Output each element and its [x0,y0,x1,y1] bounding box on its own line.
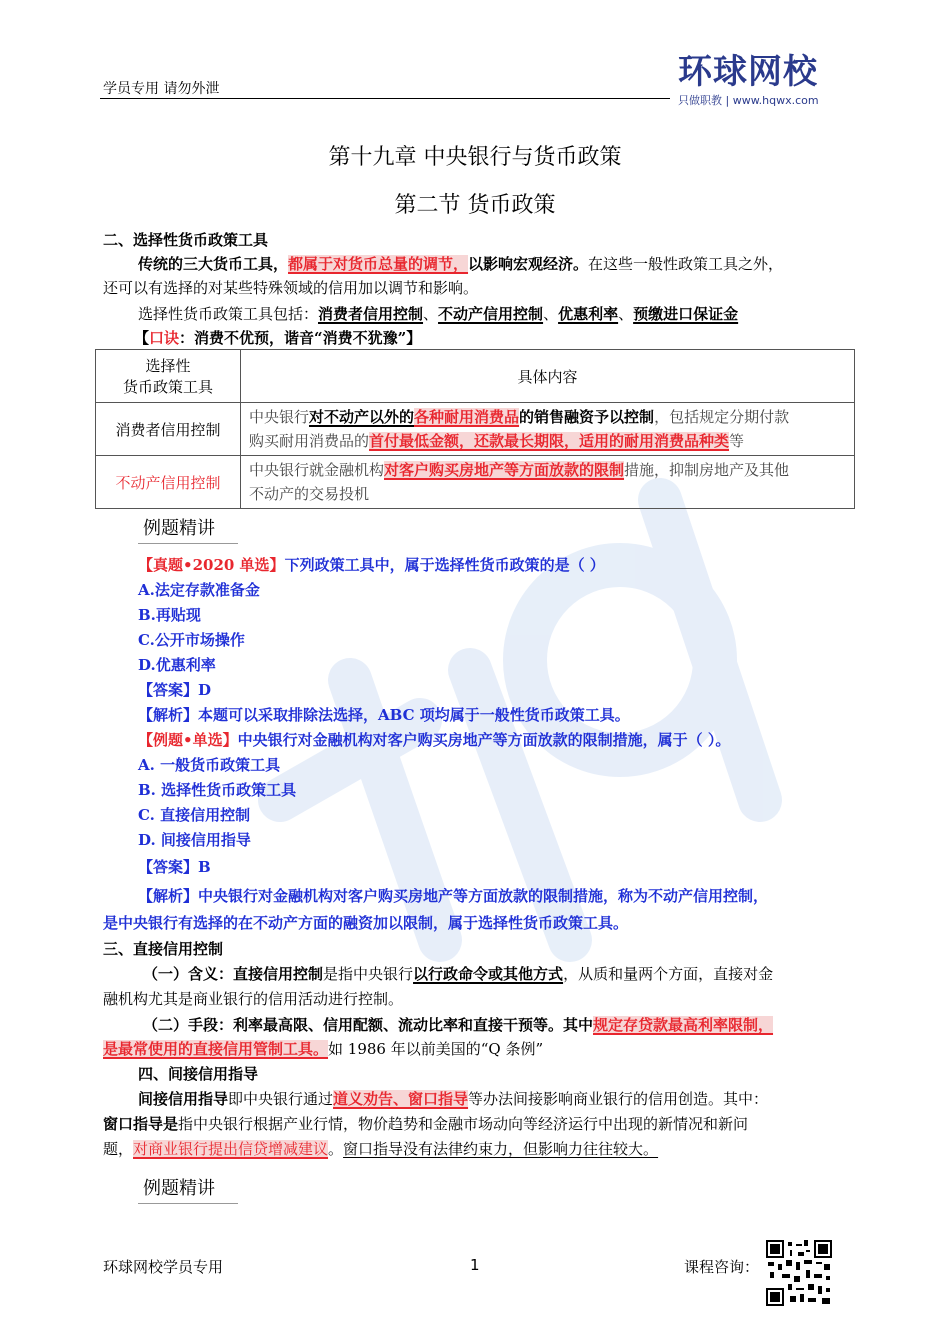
table-row [96,403,855,456]
tool-name-cell: 消费者信用控制 [96,403,241,456]
analysis: 【解析】中央银行对金融机构对客户购买房地产等方面放款的限制措施，称为不动产信用控制， [138,887,769,905]
highlight-span: 对商业银行提出信贷增减建议 [133,1140,329,1158]
mnemonic-tag: 口诀 [149,329,180,347]
option-a: A. 一般货币政策工具 [138,756,281,774]
highlight-span: 对客户购买房地产等方面放款的限制 [384,461,625,479]
tool-name: 不动产信用控制 [438,305,544,323]
text-span: 等办法间接影响商业银行的信用创造。其中： [468,1090,769,1108]
option-c: C.公开市场操作 [138,631,245,649]
option-d: D. 间接信用指导 [138,831,251,849]
option-b: B.再贴现 [138,606,201,624]
highlight-span: 道义劝告、窗口指导 [333,1090,469,1108]
question-text: 中央银行对金融机构对客户购买房地产等方面放款的限制措施，属于（ ）。 [237,731,731,749]
paragraph [103,1138,658,1160]
answer: 【答案】D [138,681,212,699]
header-divider [100,98,670,99]
text-span: 。 [328,1140,344,1158]
tool-name-cell: 不动产信用控制 [96,456,241,509]
question-text: 下列政策工具中，属于选择性货币政策的是（ ） [284,556,605,574]
text-span: 等 [729,432,745,450]
text-span: 传统的三大货币工具， [138,255,289,273]
text-span: 、 [543,305,559,323]
section-title: 第二节 货币政策 [394,193,556,218]
paragraph [103,1038,543,1060]
paragraph [103,1113,748,1135]
answer: 【答案】B [138,858,211,876]
tool-name: 消费者信用控制 [318,305,424,323]
table-header-cell: 具体内容 [241,350,855,403]
table-row [96,456,855,509]
tool-name: 预缴进口保证金 [633,305,739,323]
header-label: 学员专用 请勿外泄 [103,81,220,97]
text-span: 措施，抑制房地产及其他 [624,461,790,479]
paragraph [138,1088,768,1110]
example-heading-rule [138,1203,238,1204]
paragraph [138,303,738,325]
consult-label: 课程咨询： [684,1258,760,1276]
paragraph [143,1014,773,1036]
section-heading: 四、间接信用指导 [138,1065,259,1083]
option-d: D.优惠利率 [138,656,216,674]
question [138,729,730,751]
text-span: 中央银行 [249,408,310,426]
text-span: 题， [103,1140,134,1158]
example-heading: 例题精讲 [143,518,215,539]
emphasis-span: 的销售融资予以控制 [519,408,655,426]
highlight-span: 各种耐用消费品 [414,408,520,426]
text-span: ，从质和量两个方面，直接对金 [563,965,774,983]
question-tag: 【例题•单选】 [138,731,238,749]
paragraph [138,253,783,275]
text-span: 、 [618,305,634,323]
example-heading: 例题精讲 [143,1178,215,1199]
question [138,554,605,576]
text-span: 在这些一般性政策工具之外， [588,255,784,273]
text-span: 以影响宏观经济。 [468,255,589,273]
example-heading-rule [138,543,238,544]
emphasis-span: 直接信用控制 [233,965,324,983]
emphasis-span: 间接信用指导 [138,1090,229,1108]
text-span: 如 1986 年以前美国的“Q 条例” [328,1040,544,1058]
qr-code-icon [766,1240,832,1306]
text-span: 指中央银行根据产业行情，物价趋势和金融市场动向等经济运行中出现的新情况和新问 [178,1115,749,1133]
chapter-title: 第十九章 中央银行与货币政策 [328,145,622,170]
text-span: ：消费不优预，谐音“消费不犹豫”】 [179,329,422,347]
text-span: （一）含义： [143,965,234,983]
header-text: 货币政策工具 [122,378,213,396]
header-text: 选择性 [145,357,191,375]
highlight-span: 规定存贷款最高利率限制， [593,1016,774,1034]
table-header-cell [96,350,241,403]
text-span: 是指中央银行 [323,965,414,983]
brand-logo [678,52,848,110]
question-tag: 【真题•2020 单选】 [138,556,285,574]
text-span: 、 [423,305,439,323]
analysis: 【解析】本题可以采取排除法选择，ABC 项均属于一般性货币政策工具。 [138,706,630,724]
mnemonic [134,327,421,349]
footer-label: 环球网校学员专用 [103,1258,224,1276]
option-a: A.法定存款准备金 [138,581,260,599]
option-c: C. 直接信用控制 [138,806,251,824]
text-span: 中央银行就金融机构 [249,461,385,479]
highlight-span: 首付最低金额，还款最长期限，适用的耐用消费品种类 [369,432,730,450]
tool-content-cell [241,456,855,509]
emphasis-span: 以行政命令或其他方式 [413,965,564,983]
highlight-span: 是最常使用的直接信用管制工具。 [103,1040,329,1058]
text-span: 不动产的交易投机 [249,485,370,503]
analysis: 是中央银行有选择的在不动产方面的融资加以限制，属于选择性货币政策工具。 [103,914,629,932]
section-heading: 二、选择性货币政策工具 [103,231,269,249]
page-number: 1 [470,1256,480,1274]
text-span: （二）手段：利率最高限、信用配额、流动比率和直接干预等。其中 [143,1016,594,1034]
text-span: 选择性货币政策工具包括： [138,305,319,323]
section-heading: 三、直接信用控制 [103,940,224,958]
tools-table [95,349,855,509]
text-span: 购买耐用消费品的 [249,432,370,450]
emphasis-span: 对不动产以外的 [309,408,415,426]
tool-name: 优惠利率 [558,305,619,323]
logo-main-text: 环球网校 [678,52,818,92]
text-span: 即中央银行通过 [228,1090,334,1108]
paragraph: 融机构尤其是商业银行的信用活动进行控制。 [103,990,404,1008]
underlined-span: 窗口指导没有法律约束力，但影响力往往较大。 [343,1140,659,1158]
tool-content-cell [241,403,855,456]
paragraph [143,963,773,985]
logo-tagline: 只做职教 | www.hqwx.com [678,94,819,107]
paragraph: 还可以有选择的对某些特殊领域的信用加以调节和影响。 [103,279,479,297]
text-span: 【 [134,329,150,347]
highlight-span: 都属于对货币总量的调节， [288,255,469,273]
option-b: B. 选择性货币政策工具 [138,781,297,799]
text-span: ，包括规定分期付款 [654,408,790,426]
table-header-row [96,350,855,403]
emphasis-span: 窗口指导是 [103,1115,179,1133]
